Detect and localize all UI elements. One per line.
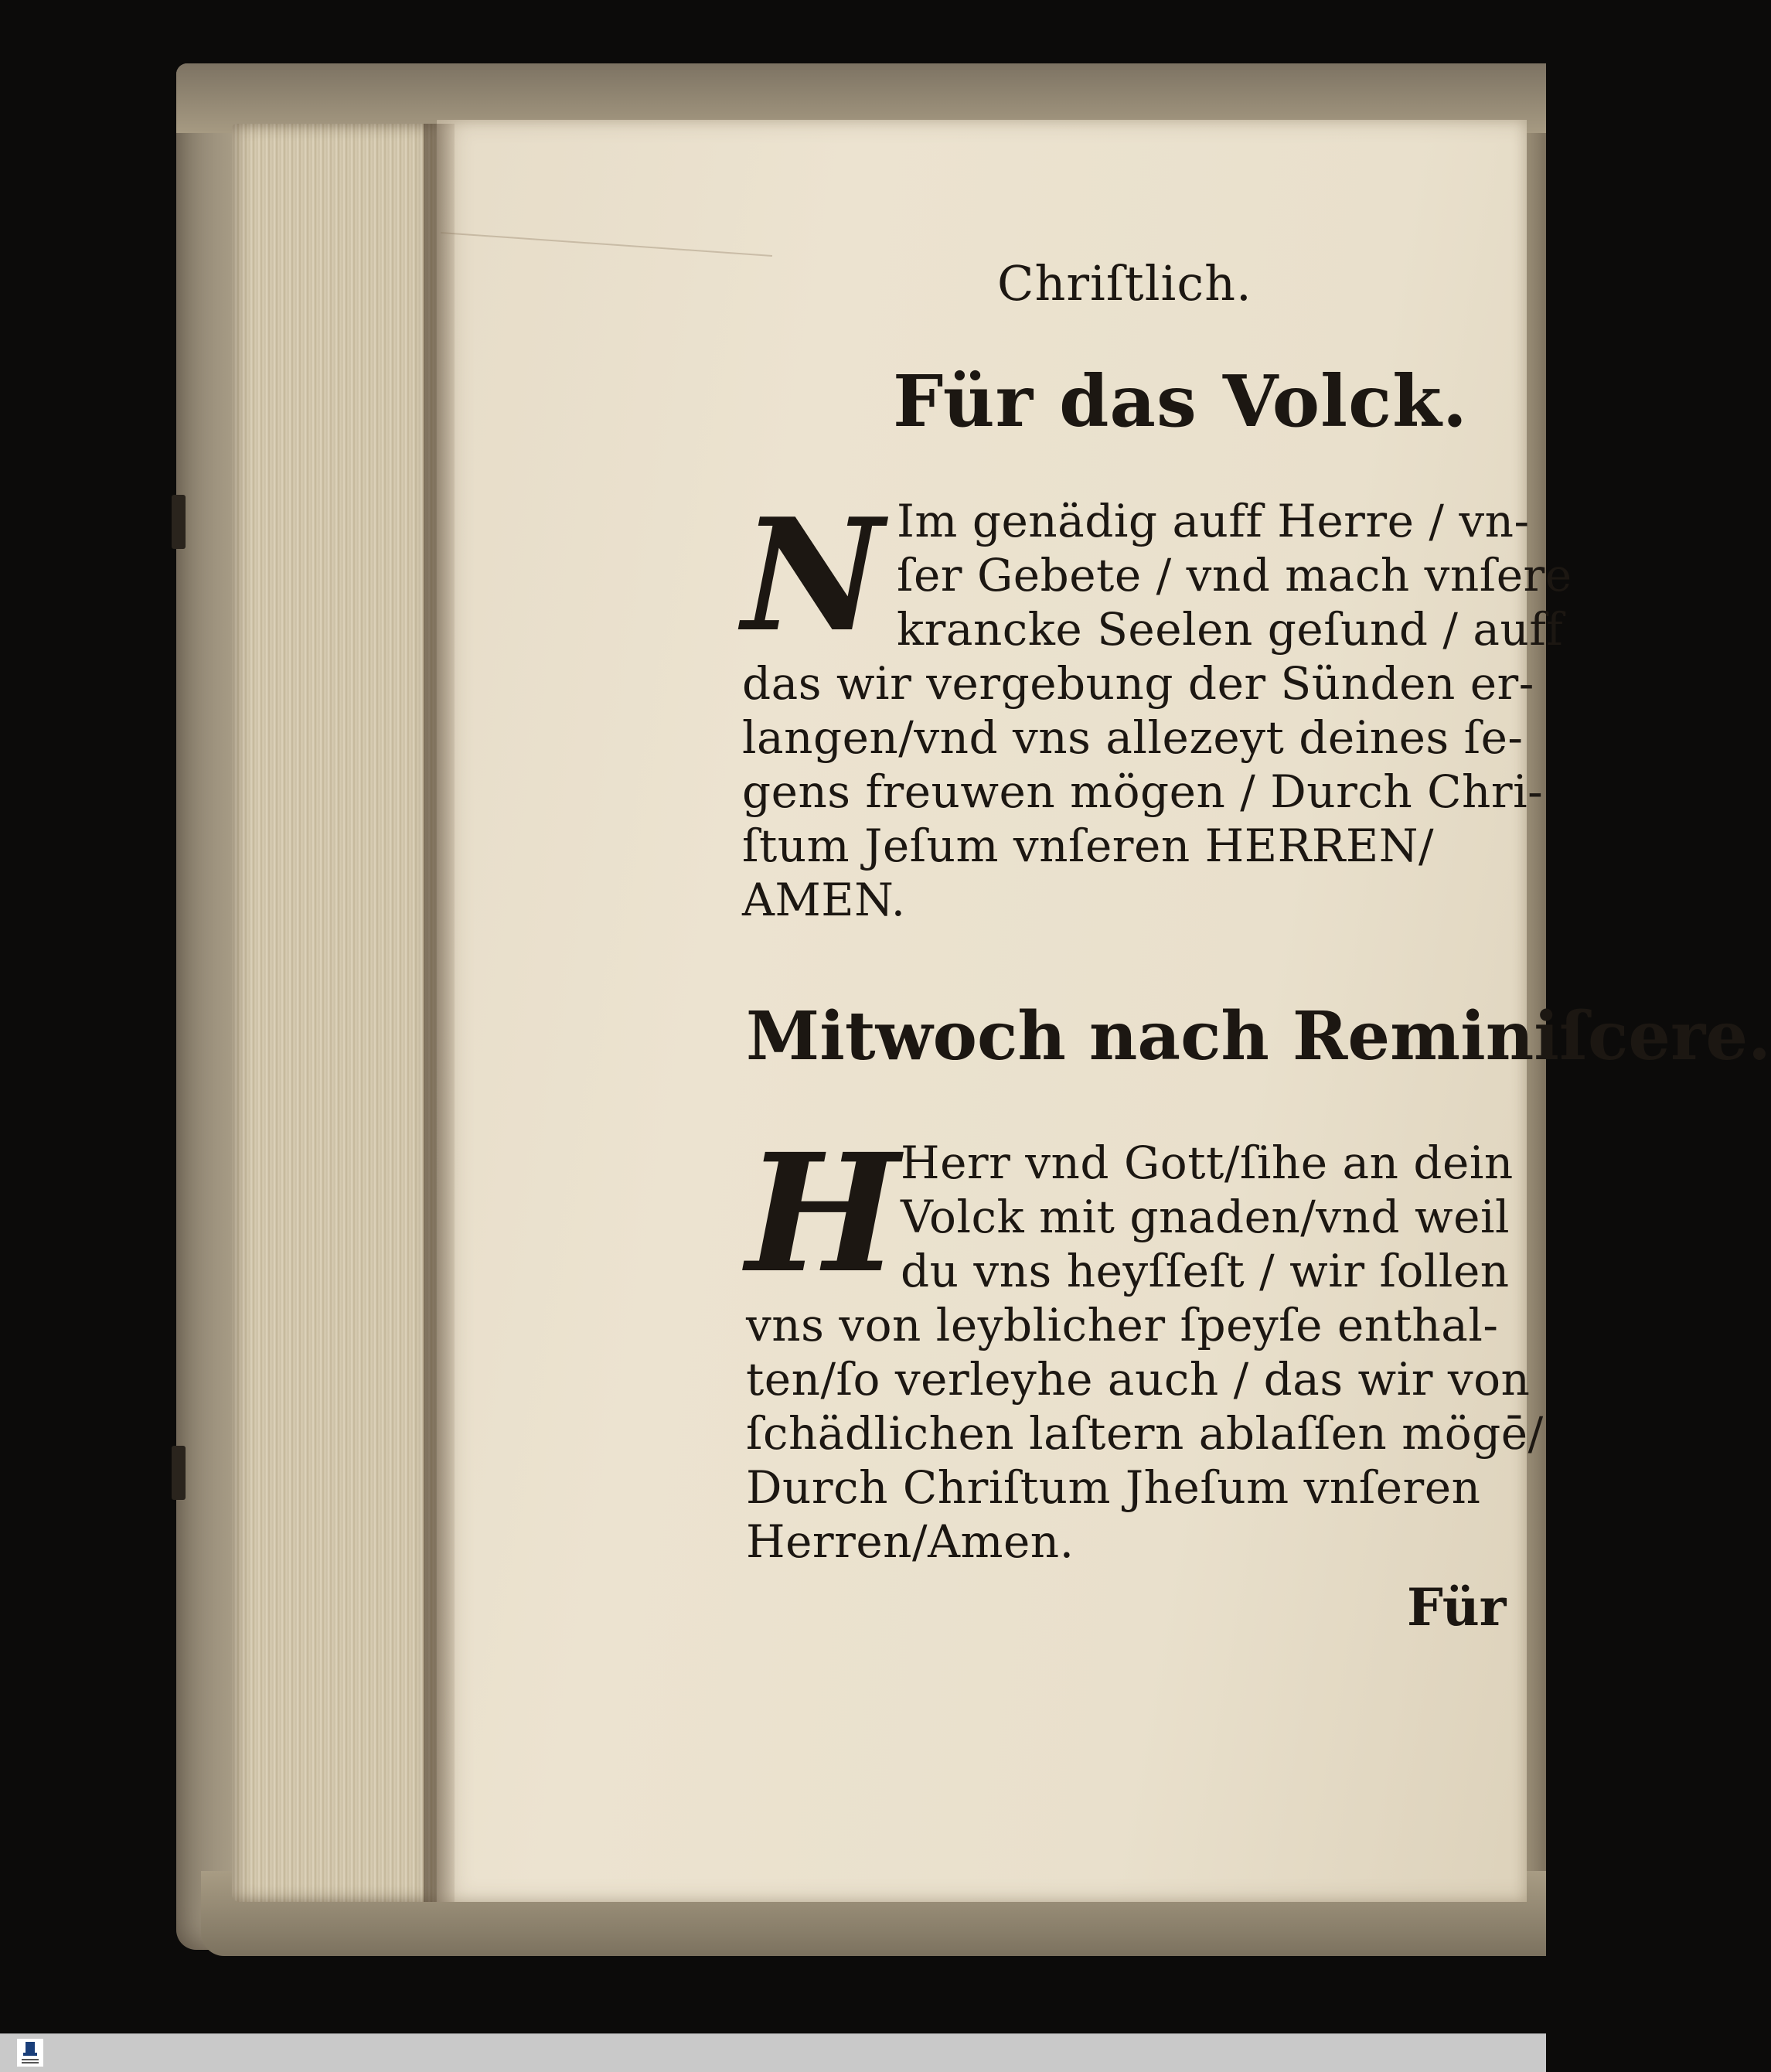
text-line: Volck mit gnaden/vnd weil	[901, 1191, 1510, 1243]
text-line: ſer Gebete / vnd mach vnſere	[897, 549, 1572, 601]
page-fore-edge	[232, 124, 437, 1902]
text-line: ſtum Jeſum vnſeren HERREN/	[742, 820, 1435, 872]
page-gutter	[424, 124, 455, 1902]
section-heading-fuer-das-volck: Für das Volck.	[893, 360, 1468, 443]
library-logo-icon[interactable]	[17, 2039, 43, 2067]
running-head: Chriſtlich.	[997, 255, 1252, 312]
text-line: Herr vnd Gott/ſihe an dein	[901, 1137, 1514, 1189]
clasp-mark-lower	[172, 1446, 186, 1500]
clasp-mark-upper	[172, 495, 186, 549]
text-line: gens freuwen mögen / Durch Chri-	[742, 765, 1544, 818]
text-line: vns von leyblicher ſpeyſe enthal-	[746, 1299, 1499, 1351]
text-line: Durch Chriſtum Jheſum vnſeren	[746, 1461, 1481, 1514]
text-line: das wir vergebung der Sünden er-	[742, 657, 1534, 710]
catchword: Für	[1407, 1577, 1507, 1637]
text-line: langen/vnd vns allezeyt deines ſe-	[742, 711, 1524, 764]
text-line: ten/ſo verleyhe auch / das wir von	[746, 1353, 1531, 1406]
section-heading-mitwoch: Mitwoch nach Reminiſcere.	[746, 997, 1771, 1075]
decorated-initial: N	[742, 485, 884, 666]
text-line: Im genädig auff Herre / vn-	[897, 495, 1530, 547]
decorated-initial: H	[746, 1118, 900, 1309]
viewer-footer-bar	[0, 2033, 1546, 2072]
text-line: du vns heyſſeſt / wir ſollen	[901, 1245, 1510, 1297]
text-line: AMEN.	[742, 874, 906, 926]
text-line: ſchädlichen laſtern ablaſſen mögē/	[746, 1407, 1544, 1460]
text-line: Herren/Amen.	[746, 1515, 1075, 1568]
text-line: krancke Seelen geſund / auff	[897, 603, 1564, 656]
